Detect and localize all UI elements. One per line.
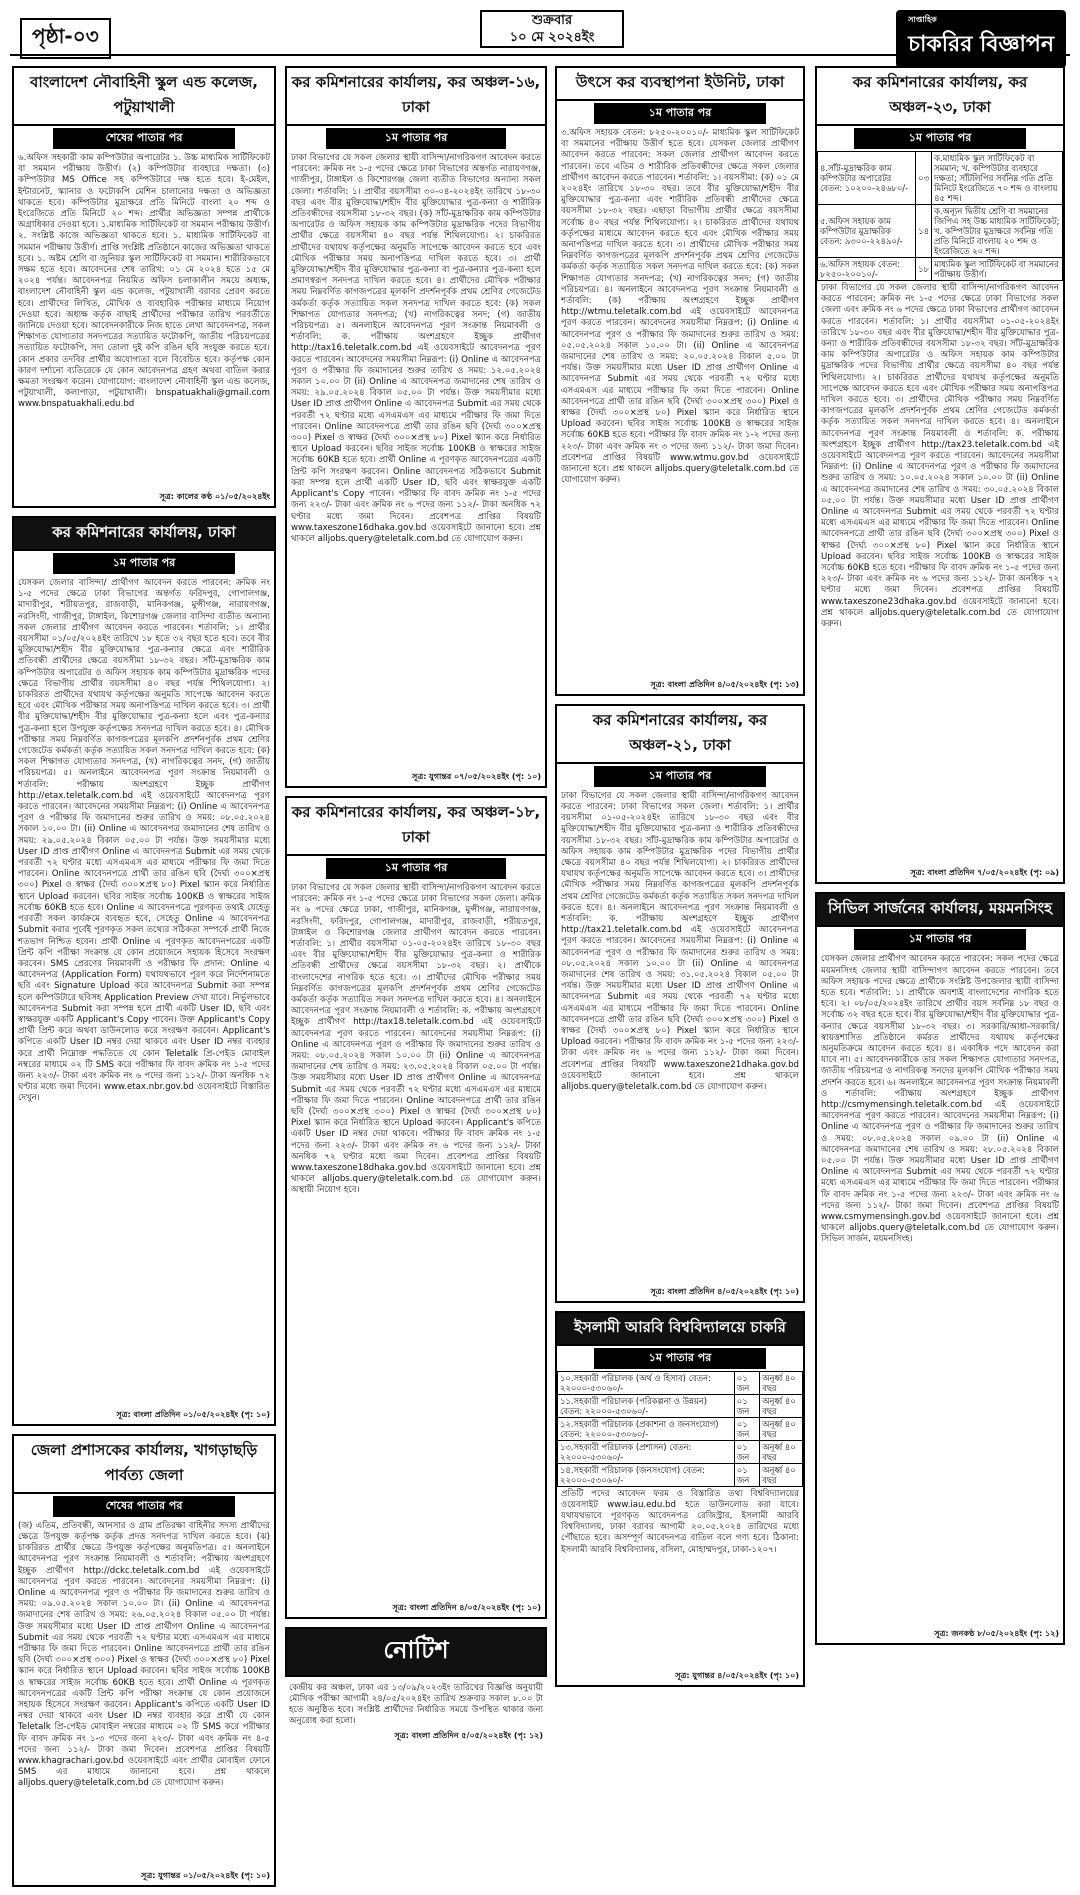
ad-continuation-label: শেষের পাতার পর [53, 1496, 235, 1517]
ad-continuation-label: ১ম পাতার পর [594, 766, 766, 787]
issue-date-text: ১০ মে ২০২৪ইং [509, 30, 595, 45]
page-header [10, 8, 1070, 56]
job-ad [815, 892, 1065, 1645]
ad-body: যেসকল জেলার বাসিন্দা/ প্রার্থীগণ আবেদন করতে পারবেন: ক্রমিক নং ১-৫ পদের ক্ষেত্রে ঢাকা বিভাগের অন্তর্গত ফরিদপুর, গোপালগঞ্জ, মাদারীপুর, শরীয়তপুর, রাজবাড়ী, মানিকগঞ্জ, মুন্সীগঞ্জ, নারায়ণগঞ্জ, নরসিংদী, গাজীপুর, টাঙ্গাইল, কিশোরগঞ্জ জেলার বাসিন্দা ব্যতীত অন্যান্য সকল জেলার প্রার্থীগণ আবেদন করতে পারবেন। শর্তাবলি: ১। প্রার্থীর বয়সসীমা ০১/০৫/২০২৪ইং তারিখে ১৮ হতে ৩২ বছর হতে হবে। তবে বীর মুক্তিযোদ্ধা/শহীদ বীর মুক্তিযোদ্ধার পুত্র-কন্যার ক্ষেত্রে এবং শারীরিক প্রতিবন্ধী প্রার্থীদের ক্ষেত্রে বয়সসীমা ১৮-৩২ বছর। সাঁট-মুদ্রাক্ষরিক কাম কম্পিউটার অপারেটর ও অফিস সহায়ক কাম কম্পিউটার মুদ্রাক্ষরিক পদের ক্ষেত্রে বিভাগীয় প্রার্থীর বয়সসীমা ৪০ বছর পর্যন্ত শিথিলযোগ্য। ২। চাকরিরত প্রার্থীদের যথাযথ কর্তৃপক্ষের অনুমতি সাপেক্ষে আবেদন করতে হবে এবং মৌখিক পরীক্ষার সময় অনাপত্তিপত্র দাখিল করতে হবে। ৩। প্রার্থী বীর মুক্তিযোদ্ধা/শহীদ বীর মুক্তিযোদ্ধার পুত্র-কন্যা হলে এবং পুত্র-কন্যার পুত্র-কন্যা হলে উপযুক্ত কর্তৃপক্ষের সনদপত্র দাখিল করতে হবে। ৪। মৌখিক পরীক্ষার সময় নিম্নবর্ণিত কাগজপত্রের মূলকপি প্রদর্শনপূর্বক প্রথম শ্রেণির গেজেটেড কর্মকর্তা কর্তৃক সত্যায়িত সকল সনদপত্র দাখিল করতে হবে: (ক) সকল শিক্ষাগত যোগ্যতার সনদপত্র, (খ) নাগরিকত্বের সনদ, (গ) জাতীয় পরিচয়পত্র। ৫। অনলাইনে আবেদনপত্র পূরণ সংক্রান্ত নিয়মাবলী ও শর্তাবলি: পরীক্ষায় অংশগ্রহণে ইচ্ছুক প্রার্থীগণ http://etax.teletalk.com.bd এই ওয়েবসাইটে আবেদনপত্র পূরণ করতে পারবেন। আবেদনের সময়সীমা নিম্নরূপ: (i) Online এ আবেদনপত্র পূরণ ও পরীক্ষার ফি জমাদানের শুরুর তারিখ ও সময়: ০৮.০৫.২০২৪ সকাল ১০.০০ টা। (ii) Online এ আবেদনপত্র জমাদানের শেষ তারিখ ও সময়: ২৯.০৫.২০২৪ বিকাল ০৫.০০ টা পর্যন্ত। উক্ত সময়সীমার মধ্যে User ID প্রাপ্ত প্রার্থীগণ Online এ আবেদনপত্র Submit এর সময় থেকে পরবর্তী ৭২ ঘণ্টার মধ্যে এসএমএস এর মাধ্যমে পরীক্ষার ফি জমা দিতে পারবেন। Online আবেদনপত্রে প্রার্থী তার রঙিন ছবি (দৈর্ঘ্য ৩০০×প্রস্থ ৩০০) Pixel ও স্বাক্ষর (দৈর্ঘ্য ৩০০×প্রস্থ ৮০) Pixel স্ক্যান করে নির্ধারিত স্থানে Upload করবেন। ছবির সাইজ সর্বোচ্চ 100KB ও স্বাক্ষরের সাইজ সর্বোচ্চ 60KB হতে হবে। Online এ আবেদনপত্রে পূরণকৃত তথ্যই যেহেতু পরবর্তী সকল কার্যক্রমে ব্যবহৃত হবে, সেহেতু Online এ আবেদনপত্র Submit করার পূর্বেই পূরণকৃত সকল তথ্যের সঠিকতা সম্পর্কে প্রার্থী নিজে শতভাগ নিশ্চিত হবেন। প্রার্থী Online এ পূরণকৃত আবেদনপত্রের একটি প্রিন্ট কপি পরীক্ষা সংক্রান্ত যে কোন প্রয়োজনে সহায়ক হিসেবে সংরক্ষণ করবেন। SMS প্রেরণের নিয়মাবলী ও পরীক্ষার ফি প্রদান: Online এ আবেদনপত্র (Application Form) যথাযথভাবে পূরণ করে নির্দেশনামতে ছবি এবং Signature Upload করে আবেদনপত্র Submit করা সম্পন্ন হলে কম্পিউটারে ছবিসহ Application Preview দেখা যাবে। নির্ভুলভাবে আবেদনপত্র Submit করা সম্পন্ন হলে প্রার্থী একটি User ID, ছবি এবং স্বাক্ষরযুক্ত একটি Applicant's Copy পাবেন। উক্ত Applicant's Copy প্রার্থী প্রিন্ট করে অথবা ডাউনলোড করে সংরক্ষণ করবেন। Applicant's কপিতে একটি User ID নম্বর দেয়া থাকবে এবং User ID নম্বর ব্যবহার করে প্রার্থী নিম্নোক্ত পদ্ধতিতে যে কোন Teletalk প্রি-পেইড মোবাইল নম্বরের মাধ্যমে ০২ টি SMS করে পরীক্ষার ফি বাবদ ক্রমিক নং ১-৫ পদের জন্য ২২৩/- টাকা এবং ক্রমিক নং ৬ পদের জন্য ১১২/- টাকা অনধিক ৭২ ঘণ্টার মধ্যে জমা দিবেন। www.etax.nbr.gov.bd ওয়েবসাইটে বিস্তারিত দেখুন। [18, 578, 270, 1104]
table-cell: ক.মাধ্যমিক স্কুল সার্টিফিকেট বা সমমান; খ. কম্পিউটার ব্যবহারে দক্ষতা; সাঁটলিপির সর্বনিম্ন গতি প্রতি মিনিটে ইংরেজিতে ৭০ শব্দ ও বাংলায় ৪৫ শব্দ। [932, 152, 1063, 205]
table-row [818, 152, 1063, 205]
job-ad [285, 796, 547, 1619]
table-cell: অনূর্ধ্ব ৪০ বছর [760, 1440, 803, 1463]
posts-table [817, 151, 1063, 281]
ad-source: সূত্র: বাংলা প্রতিদিন ০১/০৫/২০২৪ইং (পৃ: ১০) [116, 1409, 270, 1419]
ad-body: ঢাকা বিভাগের যে সকল জেলার স্থায়ী বাসিন্দা/নাগরিকগণ আবেদন করতে পারবেন: ক্রমিক নং ১-৫ পদের ক্ষেত্রে ঢাকা বিভাগের অন্তর্গত নারায়ণগঞ্জ, গাজীপুর, টাঙ্গাইল ও কিশোরগঞ্জ জেলা ব্যতীত বিভাগের অন্যান্য সকল জেলা। শর্তাবলি: ১। প্রার্থীর বয়সসীমা ৩০-০৪-২০২৪ইং তারিখে ১৮-৩০ বছর এবং বীর মুক্তিযোদ্ধা/শহীদ বীর মুক্তিযোদ্ধার পুত্র-কন্যা ও শারীরিক প্রতিবন্ধীদের বয়সসীমা ১৮-৩২ বছর। (ক) সাঁট-মুদ্রাক্ষরিক কাম কম্পিউটার অপারেটর ও অফিস সহায়ক কাম কম্পিউটার মুদ্রাক্ষরিক পদের বিভাগীয় প্রার্থীর ক্ষেত্রে বয়সসীমা ৪০ বছর পর্যন্ত শিথিলযোগ্য। ২। চাকরিরত প্রার্থীদের যথাযথ কর্তৃপক্ষের অনুমতি সাপেক্ষে আবেদন করতে হবে এবং মৌখিক পরীক্ষার সময় অনাপত্তিপত্র দাখিল করতে হবে। ৩। প্রার্থী মুক্তিযোদ্ধা/শহীদ বীর মুক্তিযোদ্ধার পুত্র-কন্যা বা পুত্র-কন্যার পুত্র-কন্যা হলে প্রমাণস্বরূপ সনদপত্র দাখিল করতে হবে। ৪। প্রার্থীদের মৌখিক পরীক্ষার সময় নিম্নবর্ণিত কাগজপত্রের মূলকপি প্রদর্শনপূর্বক প্রথম শ্রেণির গেজেটেড কর্মকর্তা কর্তৃক সত্যায়িত সকল সনদপত্র দাখিল করতে হবে: (ক) সকল শিক্ষাগত যোগ্যতার সনদপত্র; (খ) নাগরিকত্বের সনদ; (গ) জাতীয় পরিচয়পত্র। ৫। অনলাইনে আবেদনপত্র পূরণ সংক্রান্ত নিয়মাবলী ও শর্তাবলি: ক. পরীক্ষায় অংশগ্রহণে ইচ্ছুক প্রার্থীগণ http://tax16.teletalk.com.bd এই ওয়েবসাইটে আবেদনপত্র পূরণ করতে পারবেন। আবেদনের সময়সীমা নিম্নরূপ: (i) Online এ আবেদনপত্র পূরণ ও পরীক্ষার ফি জমাদানের শুরুর তারিখ ও সময়: ১২.০৫.২০২৪ সকাল ১০.০০ টা (ii) Online এ আবেদনপত্র জমাদানের শেষ তারিখ ও সময়: ২৯.০৫.২০২৪ বিকাল ০৫.০০ টা পর্যন্ত। উক্ত সময়সীমার মধ্যে User ID প্রাপ্ত প্রার্থীগণ Online এ আবেদনপত্র Submit এর সময় থেকে পরবর্তী ৭২ ঘণ্টার মধ্যে এসএমএস এর মাধ্যমে পরীক্ষার ফি জমা দিতে পারবেন। Online আবেদনপত্রে প্রার্থী তার রঙিন ছবি (দৈর্ঘ্য ৩০০×প্রস্থ ৩০০) Pixel ও স্বাক্ষর (দৈর্ঘ্য ৩০০×প্রস্থ ৮০) Pixel স্ক্যান করে নির্ধারিত স্থানে Upload করবেন। ছবির সাইজ সর্বোচ্চ 100KB ও স্বাক্ষরের সাইজ সর্বোচ্চ 60KB হতে হবে। প্রার্থী Online এ পূরণকৃত আবেদনপত্রের একটি প্রিন্ট কপি সংরক্ষণ করবেন। Online আবেদনপত্র সঠিকভাবে Submit করা সম্পন্ন হলে প্রার্থী একটি User ID, ছবি এবং স্বাক্ষরযুক্ত একটি Applicant's Copy পাবেন। পরীক্ষার ফি বাবদ ক্রমিক নং ১-৫ পদের জন্য ২২৩/- টাকা এবং ক্রমিক নং ৬ পদের জন্য ১১২/- টাকা অনধিক ৭২ ঘণ্টার মধ্যে জমা দিবেন। প্রবেশপত্র প্রাপ্তির বিষয়টি www.taxeszone16dhaka.gov.bd ওয়েবসাইটে জানানো হবে। প্রশ্ন থাকলে alljobs.query@teletalk.com.bd তে যোগাযোগ করুন। [291, 153, 541, 544]
table-cell: ৬.অফিস সহায়ক বেতন: ৮২৫০-২০০১০/- [818, 258, 916, 281]
table-row [818, 205, 1063, 258]
table-row [558, 1463, 803, 1486]
ad-body: ৩.অফিস সহায়ক বেতন: ৮২৫০-২০০১০/- মাধ্যমিক স্কুল সার্টিফিকেট বা সমমানের পরীক্ষায় উত্তীর্ণ হতে হবে। যেসকল জেলার প্রার্থীগণ আবেদন করতে পারবেন: সকল জেলার প্রার্থীগণ আবেদন করতে পারবেন। তবে এতিম ও শারীরিক প্রতিবন্ধীদের ক্ষেত্রে সকল জেলার প্রার্থীগণ আবেদন করতে পারবেন। শর্তাবলি: ১। বয়সসীমা: (ক) ০১ মে ২০২৪ইং তারিখে ১৮-৩০ বছর। তবে বীর মুক্তিযোদ্ধা/শহীদ বীর মুক্তিযোদ্ধার পুত্র-কন্যা এবং শারীরিক প্রতিবন্ধী প্রার্থীদের ক্ষেত্রে বয়সসীমা ১৮-৩২ বছর। এছাড়া বিভাগীয় প্রার্থীর ক্ষেত্রে বয়সসীমা সর্বোচ্চ ৪০ বছর পর্যন্ত শিথিলযোগ্য। ২। চাকরিরত প্রার্থীদের যথাযথ কর্তৃপক্ষের মাধ্যমে আবেদন করতে হবে এবং মৌখিক পরীক্ষার সময় অনাপত্তিপত্র দাখিল করতে হবে। ৩। প্রার্থীদের মৌখিক পরীক্ষার সময় নিম্নবর্ণিত কাগজপত্রের মূলকপি প্রদর্শনপূর্বক প্রথম শ্রেণির গেজেটেড কর্মকর্তা কর্তৃক সত্যায়িত সকল সনদপত্র দাখিল করতে হবে: (ক) সকল শিক্ষাগত যোগ্যতার সনদপত্র; (খ) নাগরিকত্বের সনদ; (গ) জাতীয় পরিচয়পত্র। ৪। অনলাইনে আবেদনপত্র পূরণ সংক্রান্ত নিয়মাবলী ও শর্তাবলি: (ক) পরীক্ষায় অংশগ্রহণে ইচ্ছুক প্রার্থীগণ http://wtmu.teletalk.com.bd এই ওয়েবসাইটে আবেদনপত্র পূরণ করতে পারবেন। আবেদনের সময়সীমা নিম্নরূপ: (i) Online এ আবেদনপত্র পূরণ ও পরীক্ষার ফি জমাদানের শুরুর তারিখ ও সময়: ০৫.০৫.২০২৪ সকাল ১০.০০ টা। (ii) Online এ আবেদনপত্র জমাদানের শেষ তারিখ ও সময়: ২০.০৫.২০২৪ বিকাল ৫.০০ টা পর্যন্ত। উক্ত সময়সীমার মধ্যে User ID প্রাপ্ত প্রার্থীগণ Online এ আবেদনপত্র Submit এর সময় থেকে পরবর্তী ৭২ ঘণ্টার মধ্যে এসএমএস এর মাধ্যমে পরীক্ষার ফি জমা দিতে পারবেন। Online আবেদনপত্রে প্রার্থী তার রঙিন ছবি (দৈর্ঘ্য ৩০০×প্রস্থ ৩০০) Pixel ও স্বাক্ষর (দৈর্ঘ্য ৩০০×প্রস্থ ৮০) Pixel স্ক্যান করে নির্ধারিত স্থানে Upload করবেন। ছবির সাইজ সর্বোচ্চ 100KB ও স্বাক্ষরের সাইজ সর্বোচ্চ 60KB হতে হবে। পরীক্ষার ফি বাবদ ক্রমিক নং ১-২ পদের জন্য ২২৩/- টাকা এবং ক্রমিক নং ৩ পদের জন্য ১১২/- টাকা জমা দিবেন। প্রবেশপত্র প্রাপ্তির বিষয়টি www.wtmu.gov.bd ওয়েবসাইটে জানানো হবে। প্রশ্ন থাকলে alljobs.query@teletalk.com.bd তে যোগাযোগ করুন। [561, 128, 799, 486]
notice-source: সূত্র: বাংলা প্রতিদিন ৫/০৫/২০২৪ইং (পৃ: ১২) [394, 1730, 543, 1740]
ad-continuation-label: ১ম পাতার পর [854, 128, 1026, 149]
table-cell: ০১ জন [734, 1394, 759, 1417]
ad-body: যেসকল জেলার প্রার্থীগণ আবেদন করতে পারবেন: সকল পদের ক্ষেত্রে ময়মনসিংহ জেলার স্থায়ী বাসিন্দাগণ আবেদন করতে পারবেন। তবে অফিস সহায়ক পদের ক্ষেত্রে প্রার্থীকে সংশ্লিষ্ট উপজেলার স্থায়ী বাসিন্দা হতে হবে। শর্তাবলি: ১। প্রার্থীকে অবশ্যই বাংলাদেশের নাগরিক হতে হবে। ২। ০৮/০৫/২০২৪ইং তারিখে প্রার্থীর বয়স সর্বনিম্ন ১৮ বছর ও সর্বোচ্চ ৩২ বছর হতে হবে। বীর মুক্তিযোদ্ধা/শহীদ বীর মুক্তিযোদ্ধার পুত্র-কন্যার ক্ষেত্রে বয়সসীমা ১৮-৩২ বছর। ৩। সরকারি/আধা-সরকারি/স্বায়ত্তশাসিত প্রতিষ্ঠানে কর্মরত প্রার্থীদের যথাযথ কর্তৃপক্ষের অনুমতিক্রমে আবেদন করতে হবে। ৪। একাধিক পদে আবেদন করা যাবে না। ৫। আবেদনকারীকে তার সকল শিক্ষাগত যোগ্যতার সনদপত্র, জাতীয় পরিচয়পত্র ও নাগরিকত্ব সনদের মূলকপি মৌখিক পরীক্ষার সময় প্রদর্শন করতে হবে। ৬। অনলাইনে আবেদনপত্র পূরণ সংক্রান্ত নিয়মাবলী ও শর্তাবলি: পরীক্ষায় অংশগ্রহণে ইচ্ছুক প্রার্থীগণ http://csmymensingh.teletalk.com.bd এই ওয়েবসাইটে আবেদনপত্র পূরণ করতে পারবেন। আবেদনের সময়সীমা নিম্নরূপ: (i) Online এ আবেদনপত্র পূরণ ও পরীক্ষার ফি জমাদানের শুরুর তারিখ ও সময়: ০৮.০৫.২০২৪ সকাল ০৯.০০ টা (ii) Online এ আবেদনপত্র জমাদানের শেষ তারিখ ও সময়: ২৮.০৫.২০২৪ বিকাল ০৫.০০ টা পর্যন্ত। উক্ত সময়সীমার মধ্যে User ID প্রাপ্ত প্রার্থীগণ Online এ আবেদনপত্র Submit এর সময় থেকে পরবর্তী ৭২ ঘণ্টার মধ্যে এসএমএস এর মাধ্যমে পরীক্ষার ফি জমা দিতে পারবেন। পরীক্ষার ফি বাবদ ক্রমিক নং ১-৫ পদের জন্য ২২৩/- টাকা এবং ক্রমিক নং ৬ পদের জন্য ১১২/- টাকা জমা দিবেন। প্রবেশপত্র প্রাপ্তির বিষয়টি www.csmymensingh.gov.bd ওয়েবসাইটে জানানো হবে। প্রশ্ন থাকলে alljobs.query@teletalk.com.bd তে যোগাযোগ করুন। সিভিল সার্জন, ময়মনসিংহ। [821, 954, 1059, 1245]
table-cell: অনূর্ধ্ব ৪০ বছর [760, 1463, 803, 1486]
ad-title: কর কমিশনারের কার্যালয়, কর অঞ্চল-১৮, ঢাকা [287, 798, 545, 856]
ad-continuation-label: ১ম পাতার পর [854, 929, 1026, 950]
posts-table [557, 1371, 803, 1487]
job-ad [12, 66, 276, 508]
job-ad [815, 66, 1065, 884]
table-cell: মাধ্যমিক স্কুল সার্টিফিকেট বা সমমানের পরীক্ষায় উত্তীর্ণ। [932, 258, 1063, 281]
job-ad [555, 704, 805, 1303]
column-2 [285, 66, 547, 1745]
ad-title: বাংলাদেশ নৌবাহিনী স্কুল এন্ড কলেজ, পটুয়াখালী [14, 68, 274, 126]
ad-source: সূত্র: যুগান্তর ৪/০৫/২০২৪ইং (পৃ: ১০) [675, 1670, 799, 1680]
ad-source: সূত্র: জনকণ্ঠ ৮/০৫/২০২৪ইং (পৃ: ১২) [934, 1629, 1059, 1639]
table-cell: ১১.সহকারী পরিচালক (পরিকল্পনা ও উন্নয়ন) বেতন: ২২০০০-৫৩০৬০/- [558, 1394, 735, 1417]
table-row [558, 1417, 803, 1440]
ad-source: সূত্র: বাংলা প্রতিদিন ৪/০৫/২০২৪ইং (পৃ: ১৩) [650, 679, 799, 689]
ad-body: ঢাকা বিভাগের যে সকল জেলার স্থায়ী বাসিন্দা/নাগরিকগণ আবেদন করতে পারবেন: ক্রমিক নং ১-৫ পদের ক্ষেত্রে ঢাকা বিভাগের সকল জেলা এবং ক্রমিক নং ৬ পদের ক্ষেত্রে ঢাকা বিভাগের প্রার্থীগণ আবেদন করতে পারবেন। শর্তাবলি: ১। প্রার্থীর বয়সসীমা ০১-০৫-২০২৪ইং তারিখে ১৮-৩০ বছর এবং বীর মুক্তিযোদ্ধা/শহীদ বীর মুক্তিযোদ্ধার পুত্র-কন্যা ও শারীরিক প্রতিবন্ধীদের বয়সসীমা ১৮-৩২ বছর। সাঁট-মুদ্রাক্ষরিক কাম কম্পিউটার অপারেটর ও অফিস সহায়ক কাম কম্পিউটার মুদ্রাক্ষরিক পদের বিভাগীয় প্রার্থীর ক্ষেত্রে বয়সসীমা ৪০ বছর পর্যন্ত শিথিলযোগ্য। ২। চাকরিরত প্রার্থীদের যথাযথ কর্তৃপক্ষের অনুমতি সাপেক্ষে আবেদন করতে হবে এবং মৌখিক পরীক্ষার সময় অনাপত্তিপত্র দাখিল করতে হবে। ৩। প্রার্থীদের মৌখিক পরীক্ষার সময় নিম্নবর্ণিত কাগজপত্রের মূলকপি প্রদর্শনপূর্বক প্রথম শ্রেণির গেজেটেড কর্মকর্তা কর্তৃক সত্যায়িত সকল সনদপত্র দাখিল করতে হবে। ৪। অনলাইনে আবেদনপত্র পূরণ সংক্রান্ত নিয়মাবলী ও শর্তাবলি: ক. পরীক্ষায় অংশগ্রহণে ইচ্ছুক প্রার্থীগণ http://tax23.teletalk.com.bd এই ওয়েবসাইটে আবেদনপত্র পূরণ করতে পারবেন। আবেদনের সময়সীমা নিম্নরূপ: (i) Online এ আবেদনপত্র পূরণ ও পরীক্ষার ফি জমাদানের শুরুর তারিখ ও সময়: ১০.০৫.২০২৪ সকাল ১০.০০ টা (ii) Online এ আবেদনপত্র জমাদানের শেষ তারিখ ও সময়: ৩০.০৫.২০২৪ বিকাল ০৫.০০ টা পর্যন্ত। উক্ত সময়সীমার মধ্যে User ID প্রাপ্ত প্রার্থীগণ Online এ আবেদনপত্র Submit এর সময় থেকে পরবর্তী ৭২ ঘণ্টার মধ্যে এসএমএস এর মাধ্যমে পরীক্ষার ফি জমা দিতে পারবেন। Online আবেদনপত্রে প্রার্থী তার রঙিন ছবি (দৈর্ঘ্য ৩০০×প্রস্থ ৩০০) Pixel ও স্বাক্ষর (দৈর্ঘ্য ৩০০×প্রস্থ ৮০) Pixel স্ক্যান করে নির্ধারিত স্থানে Upload করবেন। ছবির সাইজ সর্বোচ্চ 100KB ও স্বাক্ষরের সাইজ সর্বোচ্চ 60KB হতে হবে। পরীক্ষার ফি বাবদ ক্রমিক নং ১-৫ পদের জন্য ২২৩/- টাকা এবং ক্রমিক নং ৬ পদের জন্য ১১২/- টাকা অনধিক ৭২ ঘণ্টার মধ্যে জমা দিবেন। প্রবেশপত্র প্রাপ্তির বিষয়টি www.taxeszone23dhaka.gov.bd ওয়েবসাইটে জানানো হবে। প্রশ্ন থাকলে alljobs.query@teletalk.com.bd তে যোগাযোগ করুন। [821, 283, 1059, 630]
table-cell: ১০.সহকারী পরিচালক (অর্থ ও হিসাব) বেতন: ২২০০০-৫৩০৬০/- [558, 1371, 735, 1394]
table-cell: ১৮ [916, 258, 932, 281]
ad-title: কর কমিশনারের কার্যালয়, কর অঞ্চল-১৬, ঢাকা [287, 68, 545, 126]
notice-body: কেন্দ্রীয় কর অঞ্চল, ঢাকা এর ১৩/০৯/২০২৩ইং তারিখের বিজ্ঞপ্তি অনুযায়ী মৌখিক পরীক্ষা আগামী ২৪/০৫/২০২৪ইং তারিখ শুক্রবার সকাল ৮.০০ টা হতে অনুষ্ঠিত হবে। সংশ্লিষ্ট প্রার্থীদের নির্ধারিত সময়ে উপস্থিত থাকার জন্য অনুরোধ করা হলো। [289, 1682, 543, 1727]
notice-title: নোটিশ [285, 1627, 547, 1677]
column-4 [815, 66, 1065, 1653]
table-cell: অনূর্ধ্ব ৪০ বছর [760, 1417, 803, 1440]
ad-title: ইসলামী আরবি বিশ্ববিদ্যালয়ে চাকরি [557, 1313, 803, 1346]
ad-body: প্রতিটি পদের আবেদন ফরম ও বিস্তারিত তথ্য বিশ্ববিদ্যালয়ের ওয়েবসাইট www.iau.edu.bd হতে ডাউনলোড করা যাবে। যথাযথভাবে পূরণকৃত আবেদনপত্র রেজিস্ট্রার, ইসলামী আরবি বিশ্ববিদ্যালয়, ঢাকা বরাবর আগামী ২০.০৫.২০২৪ তারিখের মধ্যে পৌঁছাতে হবে। অসম্পূর্ণ আবেদনপত্র বাতিল বলে গণ্য হবে। ঠিকানা: ইসলামী আরবি বিশ্ববিদ্যালয়, বসিলা, মোহাম্মদপুর, ঢাকা-১২০৭। [561, 1488, 799, 1555]
column-3 [555, 66, 805, 1695]
table-cell: ০১ জন [734, 1463, 759, 1486]
brand-tag: সাপ্তাহিক [908, 15, 937, 24]
ad-source: সূত্র: কালের কণ্ঠ ০১/০৫/২০২৪ইং [159, 492, 270, 501]
ad-body: ঢাকা বিভাগের যে সকল জেলার স্থায়ী বাসিন্দা/নাগরিকগণ আবেদন করতে পারবেন: ঢাকা বিভাগের সকল জেলা। শর্তাবলি: ১। প্রার্থীর বয়সসীমা ০১-০৫-২০২৪ইং তারিখে ১৮-৩০ বছর এবং বীর মুক্তিযোদ্ধা/শহীদ বীর মুক্তিযোদ্ধার পুত্র-কন্যা ও শারীরিক প্রতিবন্ধীদের বয়সসীমা ১৮-৩২ বছর। সাঁট-মুদ্রাক্ষরিক কাম কম্পিউটার অপারেটর ও অফিস সহায়ক কাম কম্পিউটার মুদ্রাক্ষরিক পদের বিভাগীয় প্রার্থীর ক্ষেত্রে বয়সসীমা ৪০ বছর পর্যন্ত শিথিলযোগ্য। ২। চাকরিরত প্রার্থীদের যথাযথ কর্তৃপক্ষের অনুমতি সাপেক্ষে আবেদন করতে হবে। ৩। প্রার্থীদের মৌখিক পরীক্ষার সময় নিম্নবর্ণিত কাগজপত্রের মূলকপি প্রদর্শনপূর্বক প্রথম শ্রেণির গেজেটেড কর্মকর্তা কর্তৃক সত্যায়িত সকল সনদপত্র দাখিল করতে হবে। ৪। অনলাইনে আবেদনপত্র পূরণ সংক্রান্ত নিয়মাবলী ও শর্তাবলি: ক. পরীক্ষায় অংশগ্রহণে ইচ্ছুক প্রার্থীগণ http://tax21.teletalk.com.bd এই ওয়েবসাইটে আবেদনপত্র পূরণ করতে পারবেন। আবেদনের সময়সীমা নিম্নরূপ: (i) Online এ আবেদনপত্র পূরণ ও পরীক্ষার ফি জমাদানের শুরুর তারিখ ও সময়: ০৮.০৫.২০২৪ সকাল ১০.০০ টা (ii) Online এ আবেদনপত্র জমাদানের শেষ তারিখ ও সময়: ৩১.০৫.২০২৪ বিকাল ০৫.০০ টা পর্যন্ত। উক্ত সময়সীমার মধ্যে User ID প্রাপ্ত প্রার্থীগণ Online এ আবেদনপত্র Submit এর সময় থেকে পরবর্তী ৭২ ঘণ্টার মধ্যে এসএমএস এর মাধ্যমে পরীক্ষার ফি জমা দিতে পারবেন। Online আবেদনপত্রে প্রার্থী তার রঙিন ছবি (দৈর্ঘ্য ৩০০×প্রস্থ ৩০০) Pixel ও স্বাক্ষর (দৈর্ঘ্য ৩০০×প্রস্থ ৮০) Pixel স্ক্যান করে নির্ধারিত স্থানে Upload করবেন। পরীক্ষার ফি বাবদ ক্রমিক নং ১-৫ পদের জন্য ২২৩/- টাকা এবং ক্রমিক নং ৬ পদের জন্য ১১২/- টাকা জমা দিবেন। প্রবেশপত্র প্রাপ্তির বিষয়টি www.taxeszone21dhaka.gov.bd ওয়েবসাইটে জানানো হবে। প্রশ্ন থাকলে alljobs.query@teletalk.com.bd তে যোগাযোগ করুন। [561, 790, 799, 1093]
ad-body: (জ) এতিম, প্রতিবন্ধী, আনসার ও গ্রাম প্রতিরক্ষা বাহিনীর সদস্য প্রার্থীদের ক্ষেত্রে উপযুক্ত কর্তৃপক্ষ কর্তৃক প্রদত্ত সনদপত্র দাখিল করতে হবে। (ঝ) চাকরিরত প্রার্থীর ক্ষেত্রে উপযুক্ত কর্তৃপক্ষের অনুমতিপত্র। ৫। অনলাইনে আবেদনপত্র পূরণ সংক্রান্ত নিয়মাবলী ও শর্তাবলি: পরীক্ষায় অংশগ্রহণে ইচ্ছুক প্রার্থীগণ http://dckc.teletalk.com.bd এই ওয়েবসাইটে আবেদনপত্র পূরণ করতে পারবেন। আবেদনের সময়সীমা নিম্নরূপ: (i) Online এ আবেদনপত্র পূরণ ও পরীক্ষার ফি জমাদানের শুরুর তারিখ ও সময়: ০৯.০৫.২০২৪ সকাল ১০.০০ টা। (ii) Online এ আবেদনপত্র জমাদানের শেষ তারিখ ও সময়: ২৬.০৫.২০২৪ বিকাল ০৫.০০ টা পর্যন্ত। উক্ত সময়সীমার মধ্যে User ID প্রাপ্ত প্রার্থীগণ Online এ আবেদনপত্র Submit এর সময় থেকে পরবর্তী ৭২ ঘণ্টার মধ্যে এসএমএস এর মাধ্যমে পরীক্ষার ফি জমা দিতে পারবেন। Online আবেদনপত্রে প্রার্থী তার রঙিন ছবি (দৈর্ঘ্য ৩০০×প্রস্থ ৩০০) Pixel ও স্বাক্ষর (দৈর্ঘ্য ৩০০×প্রস্থ ৮০) Pixel স্ক্যান করে নির্ধারিত স্থানে Upload করবেন। ছবির সাইজ সর্বোচ্চ 100KB ও স্বাক্ষরের সাইজ সর্বোচ্চ 60KB হতে হবে। প্রার্থী Online এ পূরণকৃত আবেদনপত্রের একটি প্রিন্ট কপি পরীক্ষা সংক্রান্ত যে কোন প্রয়োজনে সহায়ক হিসেবে সংরক্ষণ করবেন। Applicant's কপিতে একটি User ID নম্বর দেয়া থাকবে এবং User ID নম্বর ব্যবহার করে প্রার্থী যে কোন Teletalk প্রি-পেইড মোবাইল নম্বরের মাধ্যমে ০২ টি SMS করে পরীক্ষার ফি বাবদ ক্রমিক নং ১-৩ পদের জন্য ২২৩/- টাকা এবং ক্রমিক নং ৪-৫ পদের জন্য ১১২/- টাকা জমা দিবেন। প্রবেশপত্র প্রাপ্তির বিষয়টি www.khagrachari.gov.bd ওয়েবসাইটে এবং প্রার্থীর মোবাইল ফোনে SMS এর মাধ্যমে জানানো হবে। প্রশ্ন থাকলে alljobs.query@teletalk.com.bd তে যোগাযোগ করুন। [18, 1520, 270, 1789]
table-cell: ১৩.সহকারী পরিচালক (প্রশাসন) বেতন: ২২০০০-৫৩০৬০/- [558, 1440, 735, 1463]
table-cell: অনূর্ধ্ব ৪০ বছর [760, 1394, 803, 1417]
table-cell: ১৪ [916, 205, 932, 258]
table-cell: ক.অন্যূন দ্বিতীয় শ্রেণি বা সমমানের জিপিএ সহ উচ্চ মাধ্যমিক সার্টিফিকেট; খ. কম্পিউটার মুদ্রাক্ষরে সর্বনিম্ন গতি প্রতি মিনিটে বাংলায় ২০ শব্দ ও ইংরেজিতে ২০ শব্দ। [932, 205, 1063, 258]
table-cell: ০৩ [916, 152, 932, 205]
ad-body: ৬.অফিস সহকারী কাম কম্পিউটার অপারেটর ১. উচ্চ মাধ্যমিক সার্টিফিকেট বা সমমান পরীক্ষায় উত্তীর্ণ। (২) কম্পিউটার ব্যবহারে দক্ষতা। (৩) কম্পিউটার MS Office সহ কম্পিউটারে দক্ষ হতে হবে। ই-মেইল, ইন্টারনেট, স্ক্যানার ও ফটোকপি মেশিন চালানোর দক্ষতা ও অভিজ্ঞতা থাকতে হবে। কম্পিউটার মুদ্রাক্ষরে প্রতি মিনিটে বাংলা ২০ শব্দ ও ইংরেজিতে প্রতি মিনিটে ২০ শব্দ। প্রার্থীর অভিজ্ঞতা সম্পন্ন প্রার্থীকে অগ্রাধিকার দেওয়া হবে। ১.মাধ্যমিক সার্টিফিকেট বা সমমান পরীক্ষায় উত্তীর্ণ। ২. সংশ্লিষ্ট কাজে অভিজ্ঞতা থাকতে হবে। ১. মাধ্যমিক সার্টিফিকেট বা সমমান পরীক্ষায় উত্তীর্ণ। প্রাপ্তি সংশ্লিষ্ট প্রতিষ্ঠানে কাজের অভিজ্ঞতা থাকতে হবে। ১. অষ্টম শ্রেণি বা জুনিয়র স্কুল সার্টিফিকেট বা সমমান। শারীরিকভাবে সক্ষম হতে হবে। আবেদনের শেষ তারিখ: ০১ মে ২০২৪ হতে ১৫ মে ২০২৪ পর্যন্ত। আবেদনপত্র নিয়মিত অফিস চলাকালীন সময়ে অধ্যক্ষ, বাংলাদেশ নৌবাহিনী স্কুল এন্ড কলেজ, পটুয়াখালী বরাবর প্রেরণ করতে হবে। প্রার্থীদের লিখিত, মৌখিক ও ব্যবহারিক পরীক্ষার মাধ্যমে নিয়োগ দেওয়া হবে। অধ্যক্ষ কর্তৃক বাছাই প্রার্থীদের পরীক্ষার তারিখ পরবর্তীতে জানিয়ে দেওয়া হবে। আবেদনকারীকে নিজ হাতে লেখা আবেদনপত্র, সকল শিক্ষাগত যোগ্যতার সনদপত্রের সত্যায়িত ফটোকপি, জাতীয় পরিচয়পত্রের সত্যায়িত ফটোকপি, সদ্য তোলা দুই কপি রঙিন ছবি সংযুক্ত করতে হবে। কোন প্রকার তদবির প্রার্থীর অযোগ্যতা বলে বিবেচিত হবে। কর্তৃপক্ষ কোন কারণ দর্শানো ব্যতিরেকে যে কোন আবেদনপত্র গ্রহণ অথবা বাতিল করার ক্ষমতা সংরক্ষণ করেন। যোগাযোগ: বাংলাদেশ নৌবাহিনী স্কুল এন্ড কলেজ, পটুয়াখালী, কলাপাড়া, পটুয়াখালী। bnspatuakhali@gmail.com www.bnspatuakhali.edu.bd [18, 153, 270, 410]
job-ad [555, 1311, 805, 1687]
table-cell: অনূর্ধ্ব ৪০ বছর [760, 1371, 803, 1394]
ad-title: জেলা প্রশাসকের কার্যালয়, খাগড়াছড়ি পার্বত্য জেলা [14, 1436, 274, 1494]
ad-source: সূত্র: যুগান্তর ০৭/০৫/২০২৪ইং (পৃ: ১০) [412, 772, 541, 781]
ad-title: সিভিল সার্জনের কার্যালয়, ময়মনসিংহ [817, 894, 1063, 927]
ad-continuation-label: ১ম পাতার পর [594, 103, 766, 124]
table-cell: ০১ জন [734, 1417, 759, 1440]
table-row [558, 1371, 803, 1394]
issue-day: শুক্রবার [531, 13, 573, 28]
ad-continuation-label: ১ম পাতার পর [326, 858, 507, 879]
ad-continuation-label: ১ম পাতার পর [326, 128, 507, 149]
brand-logo [896, 10, 1066, 68]
table-cell: ৪.সাঁট-মুদ্রাক্ষরিক কাম কম্পিউটার অপারেটর বেতন: ১০২০০-২৪৬৮০/- [818, 152, 916, 205]
job-ad [285, 66, 547, 788]
ad-continuation-label: ১ম পাতার পর [594, 1348, 766, 1369]
job-ad [555, 66, 805, 696]
ad-title: কর কমিশনারের কার্যালয়, ঢাকা [14, 518, 274, 551]
ad-title: কর কমিশনারের কার্যালয়, কর অঞ্চল-২১, ঢাকা [557, 706, 803, 764]
ad-source: সূত্র: বাংলা প্রতিদিন ৪/০৫/২০২৪ইং (পৃ: ১০) [650, 1286, 799, 1296]
ad-source: সূত্র: যুগান্তর ০১/০৫/২০২৪ইং (পৃ: ১০) [141, 1870, 270, 1880]
table-row [818, 258, 1063, 281]
ad-source: সূত্র: বাংলা প্রতিদিন ৪/০৫/২০২৪ইং (পৃ: ১০) [392, 1602, 541, 1612]
ad-continuation-label: শেষের পাতার পর [53, 128, 235, 149]
table-cell: ০১ জন [734, 1440, 759, 1463]
ad-continuation-label: ১ম পাতার পর [53, 553, 235, 574]
brand-name: চাকরির বিজ্ঞাপন [908, 32, 1054, 57]
table-cell: ১২.সহকারী পরিচালক (প্রকাশনা ও জনসংযোগ) বেতন: ২২০০০-৫৩০৬০/- [558, 1417, 735, 1440]
job-ad [12, 1434, 276, 1887]
table-cell: ১৪.সহকারী পরিচালক (জনসংযোগ) বেতন: ২২০০০-৫৩০৬০/- [558, 1463, 735, 1486]
ad-title: উৎসে কর ব্যবস্থাপনা ইউনিট, ঢাকা [557, 68, 803, 101]
issue-date [480, 10, 624, 48]
column-1 [12, 66, 276, 1895]
ad-source: সূত্র: বাংলা প্রতিদিন ৭/০৫/২০২৪ইং (পৃ: ০৯) [910, 868, 1059, 878]
table-row [558, 1394, 803, 1417]
table-cell: ০১ জন [734, 1371, 759, 1394]
table-row [558, 1440, 803, 1463]
job-ad [12, 516, 276, 1426]
ad-body: ঢাকা বিভাগের যে সকল জেলার স্থায়ী বাসিন্দা/নাগরিকগণ আবেদন করতে পারবেন: ক্রমিক নং ১-৫ পদের ক্ষেত্রে ঢাকা বিভাগের সকল জেলা। ক্রমিক নং ৬ পদের ক্ষেত্রে ঢাকা, গাজীপুর, মানিকগঞ্জ, মুন্সীগঞ্জ, নারায়ণগঞ্জ, নরসিংদী, ফরিদপুর, গোপালগঞ্জ, মাদারীপুর, রাজবাড়ী, শরীয়তপুর, টাঙ্গাইল ও কিশোরগঞ্জ জেলার প্রার্থীগণ আবেদন করতে পারবেন। শর্তাবলি: ১। প্রার্থীর বয়সসীমা ০১-০৫-২০২৪ইং তারিখে ১৮-৩০ বছর এবং বীর মুক্তিযোদ্ধা/শহীদ বীর মুক্তিযোদ্ধার পুত্র-কন্যা ও শারীরিক প্রতিবন্ধী প্রার্থীদের ক্ষেত্রে বয়সসীমা ১৮-৩২ বছর। ২। প্রার্থীকে বাংলাদেশের নাগরিক হতে হবে। ৩। প্রার্থীদের মৌখিক পরীক্ষার সময় নিম্নবর্ণিত কাগজপত্রের মূলকপি প্রদর্শনপূর্বক প্রথম শ্রেণির গেজেটেড কর্মকর্তা কর্তৃক সত্যায়িত সকল সনদপত্র দাখিল করতে হবে। ৪। অনলাইনে আবেদনপত্র পূরণ সংক্রান্ত নিয়মাবলী ও শর্তাবলি: ক. পরীক্ষায় অংশগ্রহণে ইচ্ছুক প্রার্থীগণ http://tax18.teletalk.com.bd এই ওয়েবসাইটে আবেদনপত্র পূরণ করতে পারবেন। আবেদনের সময়সীমা নিম্নরূপ: (i) Online এ আবেদনপত্র পূরণ ও পরীক্ষার ফি জমাদানের শুরুর তারিখ ও সময়: ০৮.০৫.২০২৪ সকাল ১০.০০ টা (ii) Online এ আবেদনপত্র জমাদানের শেষ তারিখ ও সময়: ২৩.০৫.২০২৪ বিকাল ০৫.০০ টা পর্যন্ত। উক্ত সময়সীমার মধ্যে User ID প্রাপ্ত প্রার্থীগণ Online এ আবেদনপত্র Submit এর সময় থেকে পরবর্তী ৭২ ঘণ্টার মধ্যে এসএমএস এর মাধ্যমে পরীক্ষার ফি জমা দিতে পারবেন। Online আবেদনপত্রে প্রার্থী তার রঙিন ছবি (দৈর্ঘ্য ৩০০×প্রস্থ ৩০০) Pixel ও স্বাক্ষর (দৈর্ঘ্য ৩০০×প্রস্থ ৮০) Pixel স্ক্যান করে নির্ধারিত স্থানে Upload করবেন। Applicant's কপিতে একটি User ID নম্বর দেয়া থাকবে। পরীক্ষার ফি বাবদ ক্রমিক নং ১-৫ পদের জন্য ২২৩/- টাকা এবং ক্রমিক নং ৬ পদের জন্য ১১২/- টাকা অনধিক ৭২ ঘণ্টার মধ্যে জমা দিবেন। প্রবেশপত্র প্রাপ্তির বিষয়টি www.taxeszone18dhaka.gov.bd ওয়েবসাইটে জানানো হবে। প্রশ্ন থাকলে alljobs.query@teletalk.com.bd তে যোগাযোগ করুন। অস্থায়ী নিয়োগ হবে। [291, 883, 541, 1196]
table-cell: ৫.অফিস সহায়ক কাম কম্পিউটার মুদ্রাক্ষরিক বেতন: ৯৩০০-২২৪৯০/- [818, 205, 916, 258]
ad-title: কর কমিশনারের কার্যালয়, কর অঞ্চল-২৩, ঢাকা [817, 68, 1063, 126]
page-number: পৃষ্ঠা-০৩ [20, 18, 111, 59]
